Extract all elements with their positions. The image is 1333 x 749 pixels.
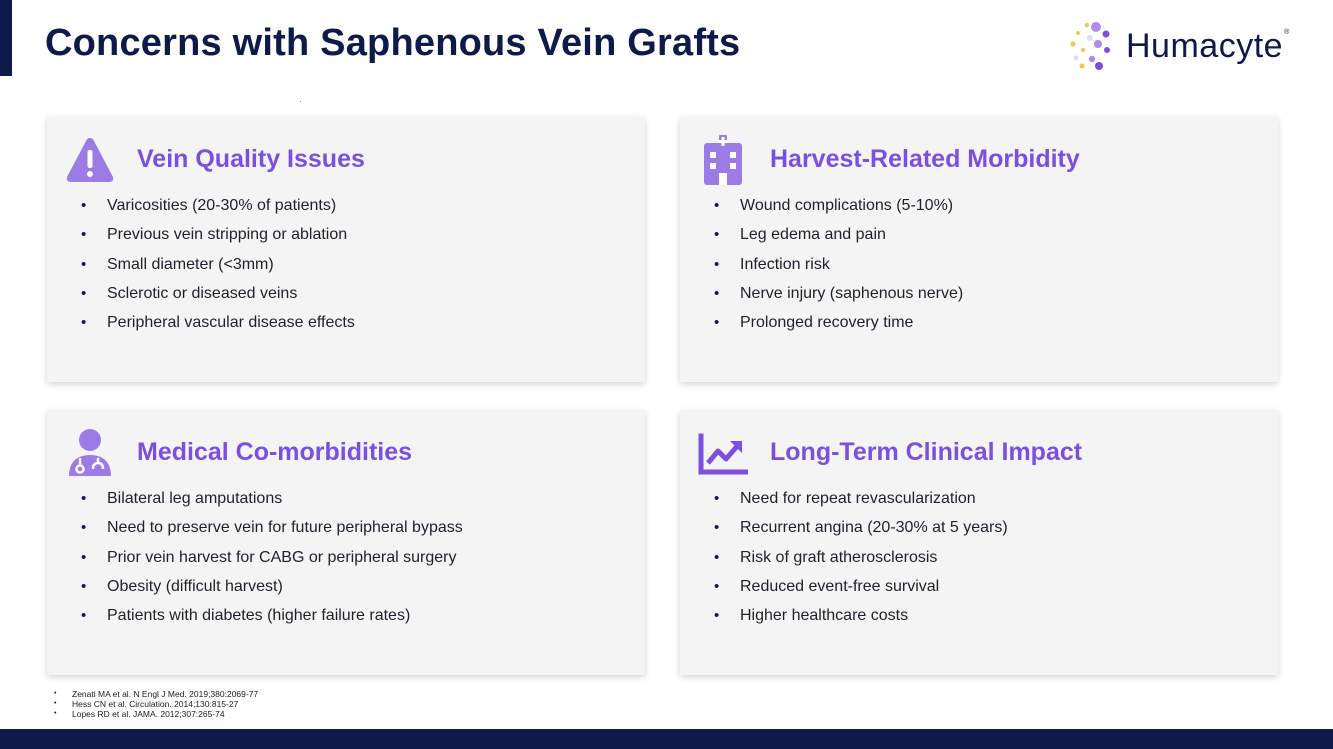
list-item: • Wound complications (5-10%) — [740, 195, 963, 224]
list-item: • Patients with diabetes (higher failure rates) — [107, 605, 463, 634]
list-item: • Leg edema and pain — [740, 224, 963, 253]
card-title: Harvest-Related Morbidity — [770, 145, 1080, 173]
list-item: • Need to preserve vein for future peripheral bypass — [107, 517, 463, 546]
slide-title: Concerns with Saphenous Vein Grafts — [45, 22, 741, 64]
hospital-icon — [698, 135, 748, 185]
list-item: • Small diameter (<3mm) — [107, 254, 355, 283]
title-accent-bar — [0, 0, 12, 76]
list-item: • Obesity (difficult harvest) — [107, 576, 463, 605]
humacyte-logo — [1066, 20, 1290, 72]
list-item: • Peripheral vascular disease effects — [107, 312, 355, 341]
list-item: • Sclerotic or diseased veins — [107, 283, 355, 312]
reference-item: • Lopes RD et al. JAMA. 2012;307:265-74 — [54, 709, 258, 719]
card-vein-quality — [47, 117, 645, 382]
card-medical-comorbidities — [47, 410, 645, 675]
list-item: • Prior vein harvest for CABG or peripheral surgery — [107, 547, 463, 576]
reference-item: • Hess CN et al. Circulation. 2014;130:815-27 — [54, 699, 258, 709]
references-list — [54, 689, 258, 719]
card-title: Medical Co-morbidities — [137, 438, 413, 466]
logo-mark-icon — [1066, 20, 1118, 72]
logo-wordmark: Humacyte® — [1126, 27, 1290, 65]
list-item: • Higher healthcare costs — [740, 605, 1008, 634]
footer-bar — [0, 729, 1333, 749]
list-item: • Need for repeat revascularization — [740, 488, 1008, 517]
card-title: Vein Quality Issues — [137, 145, 365, 173]
card-harvest-morbidity — [680, 117, 1278, 382]
list-item: • Prolonged recovery time — [740, 312, 963, 341]
list-item: • Recurrent angina (20-30% at 5 years) — [740, 517, 1008, 546]
list-item: • Infection risk — [740, 254, 963, 283]
warning-triangle-icon — [65, 135, 115, 185]
list-item: • Previous vein stripping or ablation — [107, 224, 355, 253]
list-item: • Bilateral leg amputations — [107, 488, 463, 517]
reference-item: • Zenati MA et al. N Engl J Med. 2019;380:2069-77 — [54, 689, 258, 699]
list-item: • Varicosities (20-30% of patients) — [107, 195, 355, 224]
card-long-term-impact — [680, 410, 1278, 675]
stray-mark — [300, 101, 301, 102]
list-item: • Reduced event-free survival — [740, 576, 1008, 605]
trend-chart-icon — [698, 428, 748, 478]
card-title: Long-Term Clinical Impact — [770, 438, 1083, 466]
bullet-list — [740, 195, 963, 341]
list-item: • Risk of graft atherosclerosis — [740, 547, 1008, 576]
list-item: • Nerve injury (saphenous nerve) — [740, 283, 963, 312]
doctor-icon — [65, 428, 115, 478]
bullet-list — [107, 195, 355, 341]
bullet-list — [740, 488, 1008, 634]
bullet-list — [107, 488, 463, 634]
